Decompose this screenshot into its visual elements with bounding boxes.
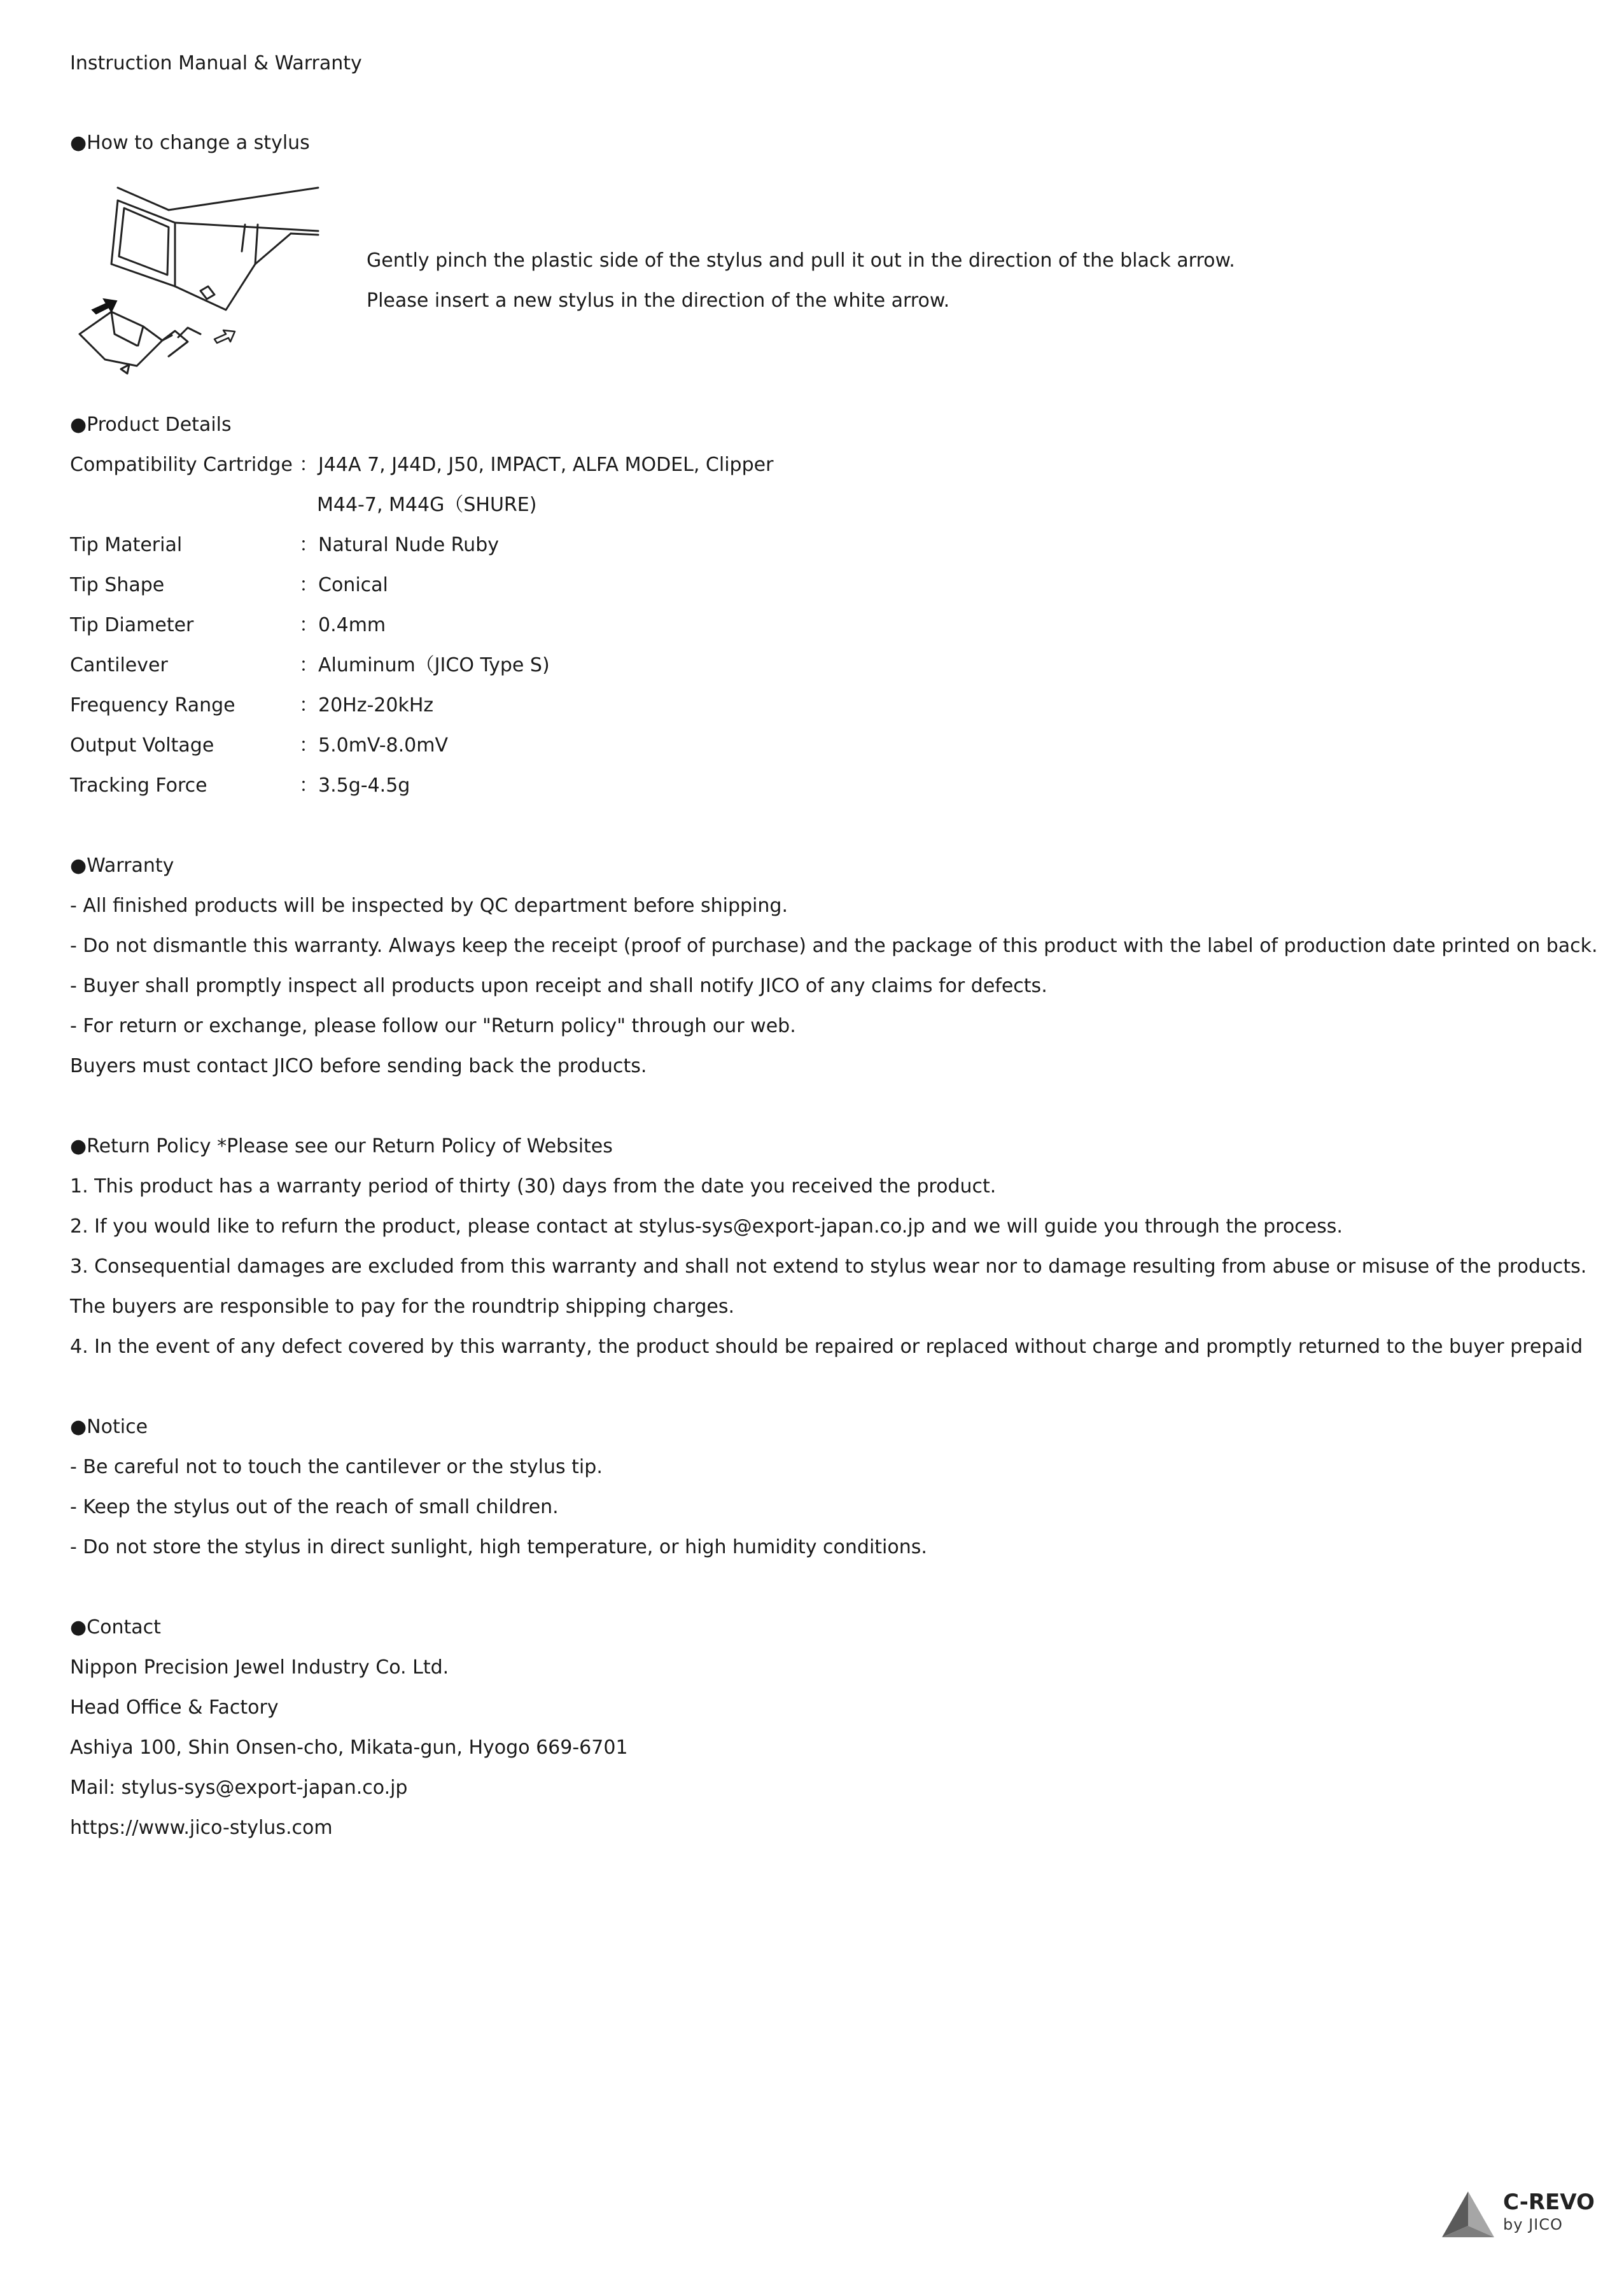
contact-heading: ●Contact (70, 1616, 161, 1639)
notice-line: - Keep the stylus out of the reach of small children. (70, 1496, 559, 1518)
return-policy-line: 2. If you would like to refurn the product, please contact at stylus-sys@export-japan.co.jp and we will guide you through the process. (70, 1215, 1343, 1238)
contact-email: Mail: stylus-sys@export-japan.co.jp (70, 1777, 408, 1799)
spec-value: ：Conical (299, 574, 388, 596)
spec-value: ：5.0mV-8.0mV (299, 734, 448, 757)
warranty-line: - Buyer shall promptly inspect all products upon receipt and shall notify JICO of any claims for defects. (70, 975, 1047, 997)
notice-line: - Do not store the stylus in direct sunlight, high temperature, or high humidity conditions. (70, 1536, 927, 1558)
logo-subtitle: by JICO (1503, 2216, 1563, 2233)
spec-value: ：Aluminum（JICO Type S) (299, 654, 550, 676)
document-title: Instruction Manual & Warranty (70, 52, 362, 74)
spec-value: ：0.4mm (299, 614, 386, 636)
spec-label: Tip Shape (70, 574, 165, 596)
return-policy-line: 1. This product has a warranty period of thirty (30) days from the date you received the product. (70, 1175, 997, 1198)
notice-line: - Be careful not to touch the cantilever or the stylus tip. (70, 1456, 603, 1478)
spec-label: Frequency Range (70, 694, 235, 716)
return-policy-line: 4. In the event of any defect covered by this warranty, the product should be repaired or replaced without charge and promptly returned to the buyer prepaid (70, 1336, 1583, 1358)
product-details-heading: ●Product Details (70, 414, 232, 436)
stylus-replacement-illustration (67, 175, 334, 385)
contact-website: https://www.jico-stylus.com (70, 1817, 333, 1839)
return-policy-heading: ●Return Policy *Please see our Return Policy of Websites (70, 1135, 613, 1157)
spec-value: ：Natural Nude Ruby (299, 534, 499, 556)
spec-label: Output Voltage (70, 734, 214, 757)
contact-office: Head Office & Factory (70, 1696, 279, 1719)
c-revo-mark-icon (1439, 2189, 1497, 2240)
warranty-line: - All finished products will be inspected by QC department before shipping. (70, 895, 788, 917)
instruction-line-insert: Please insert a new stylus in the direction of the white arrow. (367, 290, 950, 312)
contact-address: Ashiya 100, Shin Onsen-cho, Mikata-gun, Hyogo 669-6701 (70, 1736, 628, 1759)
warranty-line: - For return or exchange, please follow our "Return policy" through our web. (70, 1015, 796, 1037)
spec-value: ：3.5g-4.5g (299, 774, 410, 797)
warranty-line: Buyers must contact JICO before sending back the products. (70, 1055, 647, 1077)
how-to-heading: ●How to change a stylus (70, 132, 310, 154)
c-revo-logo (1439, 2189, 1595, 2240)
spec-label: Cantilever (70, 654, 168, 676)
instruction-line-remove: Gently pinch the plastic side of the stylus and pull it out in the direction of the black arrow. (367, 249, 1235, 272)
logo-wordmark: C-REVO (1503, 2190, 1595, 2215)
spec-value: ：J44A 7, J44D, J50, IMPACT, ALFA MODEL, Clipper (299, 454, 774, 476)
spec-label: Tip Diameter (70, 614, 194, 636)
spec-label: Tip Material (70, 534, 183, 556)
spec-label: Compatibility Cartridge (70, 454, 293, 476)
spec-label: Tracking Force (70, 774, 207, 797)
spec-value: ：20Hz-20kHz (299, 694, 434, 716)
return-policy-line: 3. Consequential damages are excluded from this warranty and shall not extend to stylus wear nor to damage resulting from abuse or misuse of the products. (70, 1255, 1587, 1278)
warranty-line: - Do not dismantle this warranty. Always keep the receipt (proof of purchase) and the package of this product with the label of production date printed on back. (70, 935, 1598, 957)
contact-company: Nippon Precision Jewel Industry Co. Ltd. (70, 1656, 449, 1679)
spec-value: M44-7, M44G（SHURE) (317, 494, 537, 516)
notice-heading: ●Notice (70, 1416, 148, 1438)
warranty-heading: ●Warranty (70, 855, 174, 877)
return-policy-line: The buyers are responsible to pay for the roundtrip shipping charges. (70, 1296, 735, 1318)
